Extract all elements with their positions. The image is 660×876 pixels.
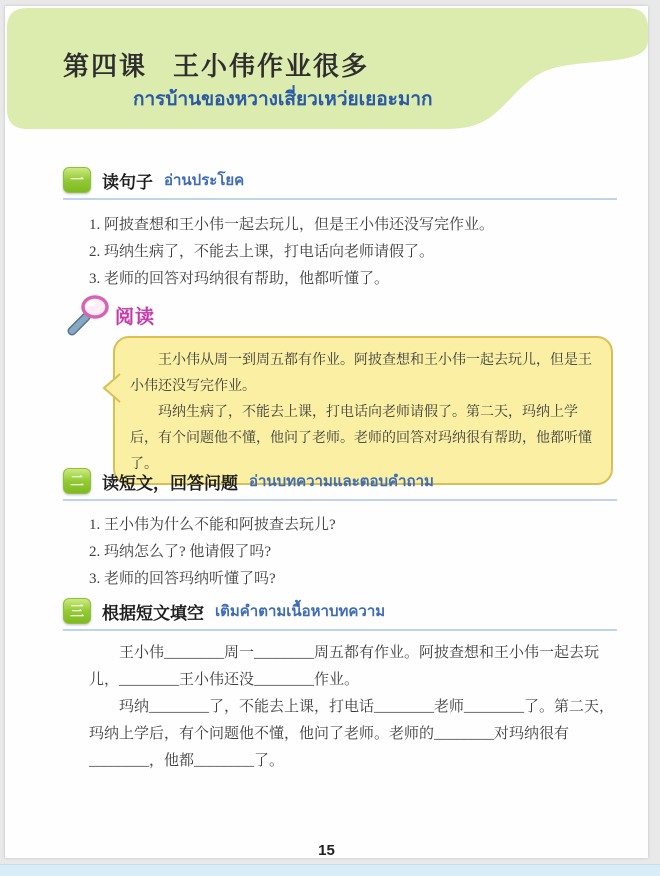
section2-title-th: อ่านบทความและตอบคำถาม [249,473,434,490]
section2-title-zh: 读短文，回答问题 [102,473,238,493]
fill-in-paragraph: 玛纳________了，不能去上课，打电话________老师________了。第二天，玛纳上学后，有个问题他不懂，他问了老师。老师的________对玛纳很有________，他都________了。 [89,699,615,769]
bubble-tail [101,372,121,404]
fill-in-paragraph: 王小伟________周一________周五都有作业。阿披查想和王小伟一起去玩儿，________王小伟还没________作业。 [89,645,600,688]
question-item: 2. 玛纳怎么了? 他请假了吗? [89,544,272,560]
reading-callout [65,294,155,336]
reading-passage-bubble [113,336,613,485]
passage-paragraph: 王小伟从周一到周五都有作业。阿披查想和王小伟一起去玩儿，但是王小伟还没写完作业。 [130,351,592,393]
lesson-title-zh: 王小伟作业很多 [173,51,370,81]
lesson-number: 第四课 [63,51,148,81]
section2-number-badge: 二 [63,468,91,494]
section1-divider [63,198,617,200]
section3-number-badge: 三 [63,598,91,624]
magnifier-icon [65,294,113,336]
section1-title-th: อ่านประโยค [164,172,245,189]
lesson-title-row [63,46,369,83]
question-item: 1. 王小伟为什么不能和阿披查去玩儿? [89,517,336,533]
section1-header [63,167,244,193]
question-item: 3. 老师的回答玛纳听懂了吗? [89,571,276,587]
page-number: 15 [318,842,335,859]
section1-title-zh: 读句子 [102,172,153,192]
bottom-edge-strip [0,864,660,876]
section3-divider [63,629,617,631]
section3-header [63,598,385,624]
section1-sentences [89,212,617,293]
section1-number-badge: 一 [63,167,91,193]
lesson-title-th: การบ้านของหวางเสี่ยวเหว่ยเยอะมาก [133,89,433,110]
passage-paragraph: 玛纳生病了，不能去上课，打电话向老师请假了。第二天，玛纳上学后，有个问题他不懂，他问了老师。老师的回答对玛纳很有帮助，他都听懂了。 [130,403,592,471]
sentence-item: 3. 老师的回答对玛纳很有帮助，他都听懂了。 [89,271,390,287]
section2-divider [63,499,617,501]
reading-label: 阅读 [115,306,156,328]
section3-title-zh: 根据短文填空 [102,603,204,623]
textbook-page [5,6,648,858]
fill-in-exercise [89,640,617,775]
section2-questions [89,512,617,593]
section3-title-th: เติมคำตามเนื้อหาบทความ [215,603,386,620]
sentence-item: 2. 玛纳生病了，不能去上课，打电话向老师请假了。 [89,244,435,260]
sentence-item: 1. 阿披查想和王小伟一起去玩儿，但是王小伟还没写完作业。 [89,217,495,233]
section2-header [63,468,434,494]
